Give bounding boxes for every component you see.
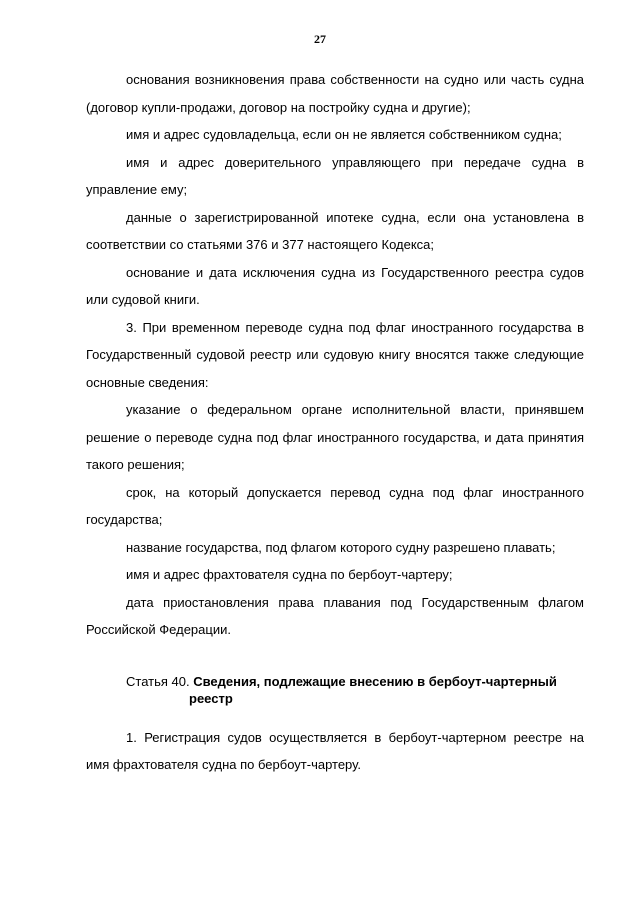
paragraph-authority-decision: указание о федеральном органе исполнительной власти, принявшем решение о переводе судна под флаг иностранного государства, и дата принятия такого решения; (86, 402, 584, 472)
article-heading (86, 673, 584, 707)
paragraph-trustee: имя и адрес доверительного управляющего при передаче судна в управление ему; (86, 154, 584, 197)
article-title: Сведения, подлежащие внесению в бербоут-чартерный (193, 673, 557, 689)
paragraph-temporary-transfer: 3. При временном переводе судна под флаг иностранного государства в Государственный судовой реестр или судовую книгу вносятся также следующие основные сведения: (86, 319, 584, 390)
paragraph-term: срок, на который допускается перевод судна под флаг иностранного государства; (86, 484, 584, 527)
page-number: 27 (314, 32, 326, 46)
paragraph-ownership-grounds: основания возникновения права собственности на судно или часть судна (договор купли-продажи, договор на постройку судна и другие); (86, 72, 584, 115)
paragraph-exclusion: основание и дата исключения судна из Государственного реестра судов или судовой книги. (86, 264, 584, 307)
document-body (86, 66, 584, 779)
paragraph-suspension-date: дата приостановления права плавания под Государственным флагом Российской Федерации. (86, 594, 584, 637)
paragraph-charterer: имя и адрес фрахтователя судна по бербоут-чартеру; (126, 567, 453, 582)
article-label: Статья 40. (126, 673, 194, 689)
paragraph-shipowner: имя и адрес судовладельца, если он не является собственником судна; (126, 127, 562, 142)
paragraph-mortgage: данные о зарегистрированной ипотеке судна, если она установлена в соответствии со статьями 376 и 377 настоящего Кодекса; (86, 209, 584, 252)
article-title-continuation: реестр (189, 690, 233, 706)
paragraph-state-name: название государства, под флагом которого судну разрешено плавать; (126, 539, 556, 555)
paragraph-registration: 1. Регистрация судов осуществляется в бербоут-чартерном реестре на имя фрахтователя судна по бербоут-чартеру. (86, 729, 584, 772)
